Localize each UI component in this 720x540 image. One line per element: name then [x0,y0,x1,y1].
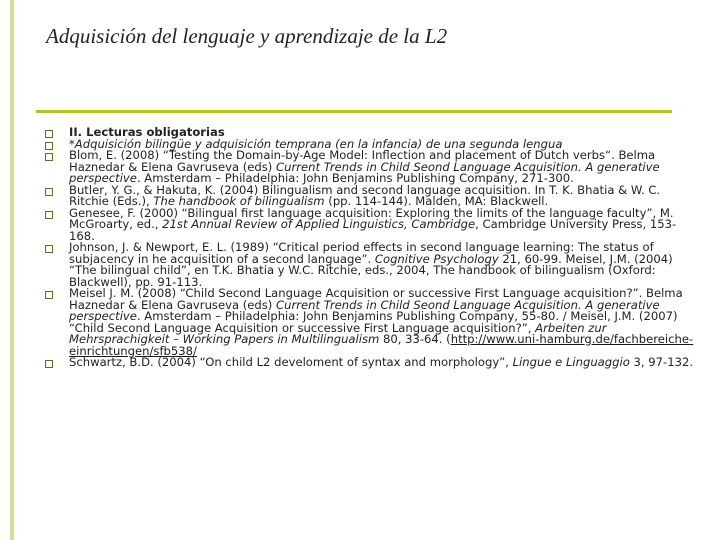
square-bullet-icon [45,245,53,253]
reference-text: 21, 60-99. Meisel, J.M. (2004) “The bilingual child”, en T.K. Bhatia y W.C. Ritchie, eds., 2004, The handbook of bilingualism (Oxford: Blackwell), pp. 91-113. [69,251,673,289]
square-bullet-icon [45,188,53,196]
reference-text: . Amsterdam – Philadelphia: John Benjamins Publishing Company, 271-300. [136,171,574,185]
left-decorative-rule [10,0,14,540]
reference-title: Current Trends in Child Seond Language Acquisition. A generative perspective [69,297,660,323]
reference-text: . Amsterdam – Philadelphia: John Benjamins Publishing Company, 55-80. / Meisel, J.M. (2007) “Child Second Language Acquisition or successive First Language acquisition?”, [69,309,678,335]
square-bullet-icon [45,211,53,219]
subsection-heading: *Adquisición bilingüe y adquisición temprana (en la infancia) de una segunda lengua [69,136,563,151]
reference-title: Arbeiten zur Mehrsprachigkeit – Working Papers in Multilingualism [69,320,607,346]
square-bullet-icon [45,360,53,368]
slide-title: Adquisición del lenguaje y aprendizaje de la L2 [46,24,448,48]
reference-text: Butler, Y. G., & Hakuta, K. (2004) Bilingualism and second language acquisition. In T. K. Bhatia & W. C. Ritchie (Eds.), [69,182,661,208]
reference-text: 3, 97-132. [629,355,694,369]
reference-text: Schwartz, B.D. (2004) “On child L2 develoment of syntax and morphology”, [69,355,513,369]
square-bullet-icon [45,291,53,299]
reference-link[interactable]: http://www.uni-hamburg.de/fachbereiche-einrichtungen/sfb538/ [69,332,694,358]
list-item [45,182,695,208]
reference-text: , Cambridge University Press, 153-168. [69,217,677,243]
list-item [45,242,695,288]
list-item [45,357,695,369]
title-underline-rule [36,110,672,113]
reference-title: 21st Annual Review of Applied Linguistics, Cambridge [162,217,476,231]
reference-text: 80, 33-64. ( [379,332,451,346]
reading-list [45,127,695,369]
square-bullet-icon [45,142,53,150]
reference-title: Current Trends in Child Seond Language Acquisition. A generative perspective [69,159,660,185]
reference-text: (pp. 114-144). Malden, MA: Blackwell. [324,194,549,208]
reference-text: Genesee, F. (2000) “Bilingual first language acquisition: Exploring the limits of the language faculty”, M. McGroarty, ed., [69,205,674,231]
list-item [45,288,695,357]
reference-title: Lingue e Linguaggio [512,355,630,369]
square-bullet-icon [45,130,53,138]
list-item [45,205,695,243]
reference-text: Johnson, J. & Newport, E. L. (1989) “Critical period effects in second language learning: The status of subjacency in he acquisition of a second language”. [69,240,654,266]
list-item [45,150,695,185]
reference-text: Meisel J. M. (2008) “Child Second Language Acquisition or successive First Language acquisition?”. Belma Haznedar & Elena Gavruseva (eds) [69,286,683,312]
reference-text: Blom, E. (2008) “Testing the Domain-by-Age Model: Inflection and placement of Dutch verbs“. Belma Haznedar & Elena Gavruseva (eds) [69,148,656,174]
reference-title: The handbook of bilingualism [153,194,325,208]
section-heading: II. Lecturas obligatorias [69,125,225,139]
reference-title: Cognitive Psychology [374,251,499,266]
square-bullet-icon [45,153,53,161]
